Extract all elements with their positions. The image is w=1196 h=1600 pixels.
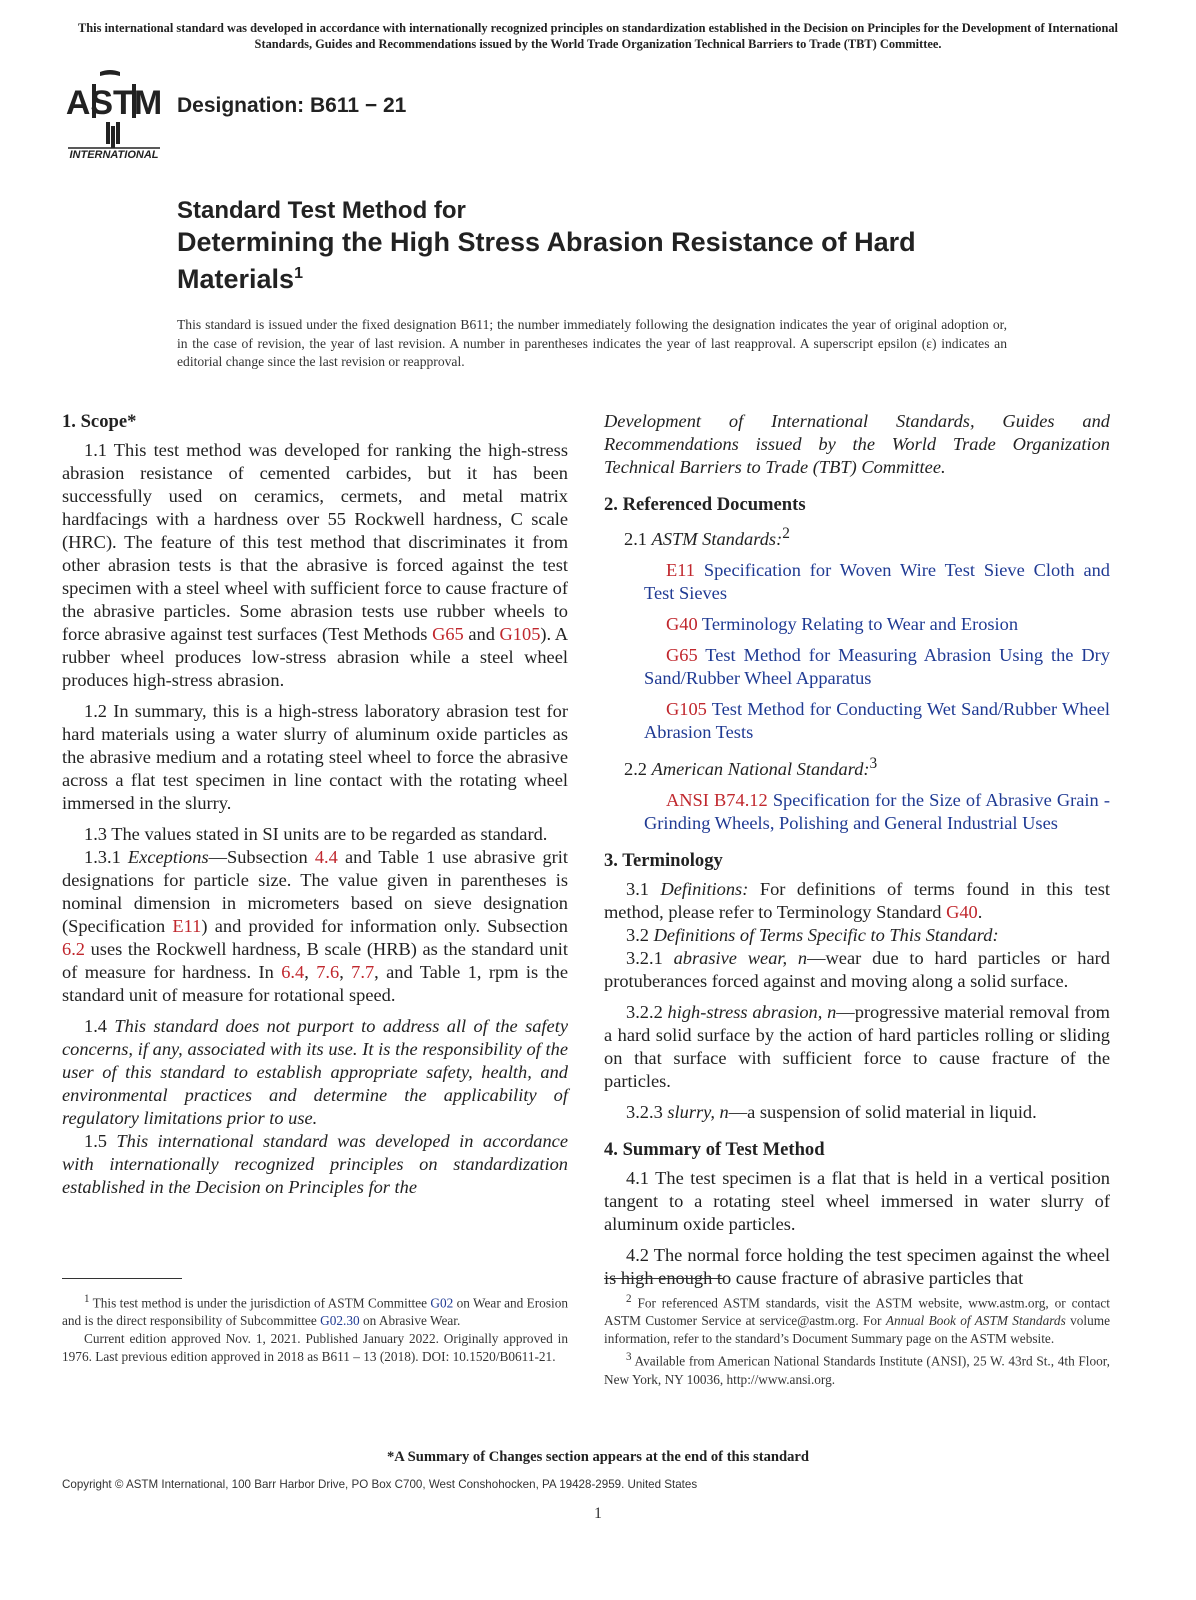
link-g105[interactable]: G105 (499, 624, 541, 644)
ref-g40[interactable]: G40 Terminology Relating to Wear and Erosion (666, 614, 1019, 635)
footnote-1-edition: Current edition approved Nov. 1, 2021. Published January 2022. Originally approved in 1976. Last previous edition approved in 2018 as B611 – 13 (2018). DOI: 10.1520/B0611-21. (62, 1331, 568, 1365)
document-title (177, 196, 1077, 295)
footnotes-left (62, 1290, 568, 1366)
issued-note: This standard is issued under the fixed designation B611; the number immediately following the designation indicates the year of original adoption or, in the case of revision, the year of last revision. A number in parentheses indicates the year of last reapproval. A superscript epsilon (ε) indicates an editorial change since the last revision or reapproval. (177, 317, 1007, 369)
section-referenced-heading: 2. Referenced Documents (604, 494, 806, 515)
title-footnote-mark: 1 (294, 265, 303, 282)
footnote-1: $^1$ This test method is under the jurisdiction of ASTM Committee G02 on Wear and Erosion and is the direct responsibility of Subcommittee G02.30 on Abrasive Wear. (62, 1293, 568, 1329)
para-2-2: 2.2 American National Standard:$^3$ (624, 755, 878, 780)
astm-logo (62, 66, 166, 164)
summary-of-changes-note: *A Summary of Changes section appears at the end of this standard (386, 1449, 810, 1465)
link-7-7[interactable]: 7.7 (351, 962, 375, 982)
link-e11[interactable]: E11 (172, 916, 202, 936)
logo-text: ASTM (65, 84, 163, 122)
para-3-2: 3.2 Definitions of Terms Specific to This Standard: (626, 925, 999, 946)
para-4-2: 4.2 The normal force holding the test specimen against the wheel is high enough to cause fracture of abrasive particles that (604, 1245, 1110, 1289)
section-scope-heading: 1. Scope* (62, 411, 137, 432)
para-1-1: 1.1 This test method was developed for ranking the high-stress abrasion resistance of cemented carbides, but it has been successfully used on ceramics, cermets, and metal matrix hardfacings with a hardness over 55 Rockwell hardness, C scale (HRC). The feature of this test method that discriminates it from other abrasion tests is that the abrasive is forced against the test specimen with a steel wheel with sufficient force to cause fracture of the abrasive particles. Some abrasion tests use rubber wheels to force abrasive against test surfaces (Test Methods G65 and G105). A rubber wheel produces low-stress abrasion while a steel wheel produces high-stress abrasion. (62, 440, 569, 690)
footnote-2: $^2$ For referenced ASTM standards, visit the ASTM website, www.astm.org, or contact ASTM Customer Service at service@astm.org. For Annual Book of ASTM Standards volume information, refer to the standard’s Document Summary page on the ASTM website. (604, 1293, 1110, 1347)
footnote-3: $^3$ Available from American National Standards Institute (ANSI), 25 W. 43rd St., 4th Floor, New York, NY 10036, http://www.ansi.org. (604, 1351, 1110, 1387)
para-2-1: 2.1 ASTM Standards:$^2$ (624, 525, 790, 550)
para-1-3: 1.3 The values stated in SI units are to be regarded as standard. (84, 824, 548, 844)
logo-subtext: INTERNATIONAL (69, 149, 159, 161)
link-6-2[interactable]: 6.2 (62, 939, 85, 959)
link-g65[interactable]: G65 (432, 624, 464, 644)
ref-g65[interactable]: G65 Test Method for Measuring Abrasion Using the Dry Sand/Rubber Wheel Apparatus (644, 645, 1110, 689)
para-3-2-2: 3.2.2 high-stress abrasion, n—progressive material removal from a hard solid surface by the action of hard particles rolling or sliding on that surface with sufficient force to cause fracture of the particles. (604, 1002, 1110, 1092)
section-summary-heading: 4. Summary of Test Method (604, 1139, 825, 1161)
title-line-3: Materials$^1$ (177, 264, 303, 294)
link-6-4[interactable]: 6.4 (281, 962, 305, 982)
title-line-1: Standard Test Method for (177, 197, 466, 224)
para-3-2-1: 3.2.1 abrasive wear, n—wear due to hard particles or hard protuberances forced against and moving along a solid surface. (604, 948, 1110, 992)
link-g40[interactable]: G40 (946, 902, 978, 923)
link-g02-30[interactable]: G02.30 (320, 1313, 360, 1329)
left-column (62, 410, 568, 1207)
right-column (604, 410, 1110, 1298)
ref-g105[interactable]: G105 Test Method for Conducting Wet Sand/Rubber Wheel Abrasion Tests (644, 699, 1110, 743)
para-1-4: 1.4 This standard does not purport to address all of the safety concerns, if any, associated with its use. It is the responsibility of the user of this standard to establish appropriate safety, health, and environmental practices and determine the applicability of regulatory limitations prior to use. (62, 1016, 568, 1128)
para-1-5: 1.5 This international standard was developed in accordance with internationally recognized principles on standardization established in the Decision on Principles for the (62, 1131, 568, 1197)
designation: Designation: B611 − 21 (177, 94, 407, 117)
para-1-3-1: 1.3.1 Exceptions—Subsection 4.4 and Table 1 use abrasive grit designations for particle size. The value given in parentheses is nominal dimension in micrometers based on sieve designation (Specification E11) and provided for information only. Subsection 6.2 uses the Rockwell hardness, B scale (HRB) as the standard unit of measure for hardness. In 6.4, 7.6, 7.7, and Table 1, rpm is the standard unit of measure for rotational speed. (62, 847, 568, 1005)
para-3-1: 3.1 Definitions: For definitions of terms found in this test method, please refer to Terminology Standard G40. (604, 879, 1110, 923)
copyright: Copyright © ASTM International, 100 Barr Harbor Drive, PO Box C700, West Conshohocken, PA 19428-2959. United States (62, 1478, 698, 1491)
ref-e11[interactable]: E11 Specification for Woven Wire Test Sieve Cloth and Test Sieves (644, 560, 1110, 604)
footnote-divider-left (62, 1278, 182, 1279)
para-4-1: 4.1 The test specimen is a flat that is held in a vertical position tangent to a rotating steel wheel immersed in water slurry of aluminum oxide particles. (604, 1168, 1110, 1235)
footnotes-right (604, 1290, 1110, 1389)
footnote-divider-right (604, 1278, 724, 1279)
link-g02[interactable]: G02 (430, 1295, 454, 1311)
page-number: 1 (594, 1505, 602, 1522)
link-7-6[interactable]: 7.6 (316, 962, 340, 982)
title-line-2: Determining the High Stress Abrasion Resistance of Hard (177, 227, 916, 257)
para-1-2: 1.2 In summary, this is a high-stress laboratory abrasion test for hard materials using a water slurry of aluminum oxide particles as the abrasive medium and a rotating steel wheel to force the abrasive across a flat test specimen in line contact with the rotating wheel immersed in the slurry. (62, 701, 568, 813)
para-1-5-continued: Development of International Standards, Guides and Recommendations issued by the World Trade Organization Technical Barriers to Trade (TBT) Committee. (604, 411, 1110, 477)
link-4-4[interactable]: 4.4 (314, 847, 338, 867)
section-terminology-heading: 3. Terminology (604, 850, 723, 872)
ref-ansi[interactable]: ANSI B74.12 Specification for the Size of Abrasive Grain - Grinding Wheels, Polishing and General Industrial Uses (644, 790, 1110, 834)
para-3-2-3: 3.2.3 slurry, n—a suspension of solid material in liquid. (626, 1102, 1037, 1123)
header-notice: This international standard was developed in accordance with internationally recognized principles on standardization established in the Decision on Principles for the Development of International Standards, Guides and Recommendations issued by the World Trade Organization Technical Barriers to Trade (TBT) Committee. (77, 21, 1119, 51)
